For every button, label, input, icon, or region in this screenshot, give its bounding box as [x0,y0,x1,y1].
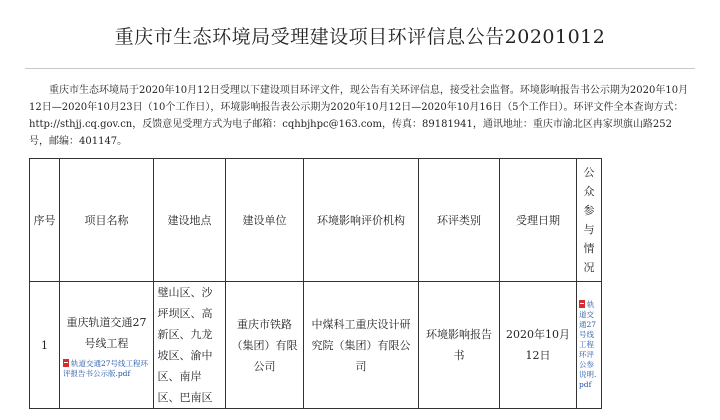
header-eia-type: 环评类别 [419,159,500,282]
project-name-text: 重庆轨道交通27号线工程 [66,315,147,350]
project-report-attachment-label: 轨道交通27号线工程环评报告书公示版.pdf [63,358,149,378]
cell-index: 1 [30,282,60,409]
public-participation-attachment-label: 轨道交通27号线工程环评公参说明.pdf [579,300,597,389]
header-project-name: 项目名称 [60,159,154,282]
header-location: 建设地点 [154,159,226,282]
builder-text: 重庆市铁路（集团）有限公司 [231,317,298,373]
cell-agency [304,282,419,409]
header-index: 序号 [30,159,60,282]
location-text: 璧山区、沙坪坝区、高新区、九龙坡区、渝中区、南岸区、巴南区 [157,286,213,404]
cell-public-participation [577,282,602,409]
header-public-participation-label: 公众参与情况 [583,165,595,274]
header-public-participation [577,159,602,282]
agency-text: 中煤科工重庆设计研究院（集团）有限公司 [311,317,411,373]
title-divider [25,68,695,69]
cell-eia-type: 环境影响报告书 [419,282,500,409]
cell-builder [226,282,304,409]
header-accept-date: 受理日期 [500,159,577,282]
cell-accept-date [500,282,577,409]
notice-intro-paragraph: 重庆市生态环境局于2020年10月12日受理以下建设项目环评文件，现公告有关环评信息，接受社会监督。环境影响报告书公示期为2020年10月12日—2020年10月23日（10个工作日），环境影响报告表公示期为2020年10月12日—2020年10月16日（5个工作日）。环评文件全本查询方式：http://sthjj.cq.gov.cn，反馈意见受理方式为电子邮箱：cqhbjhpc@163.com，传真：89181941，通讯地址：重庆市渝北区冉家坝旗山路252号，邮编：401147。 [29,85,689,147]
table-row [30,282,602,409]
header-agency: 环境影响评价机构 [304,159,419,282]
project-report-attachment-link[interactable] [63,359,150,379]
page-title: 重庆市生态环境局受理建设项目环评信息公告20201012 [114,26,606,48]
pdf-file-icon [579,300,585,308]
pdf-file-icon [63,359,69,367]
cell-location [154,282,226,409]
cell-project-name [60,282,154,409]
accept-date-text: 2020年10月12日 [506,328,570,362]
header-builder: 建设单位 [226,159,304,282]
table-header-row [30,159,602,282]
eia-notice-table [29,158,602,409]
public-participation-attachment-link[interactable] [579,300,599,390]
